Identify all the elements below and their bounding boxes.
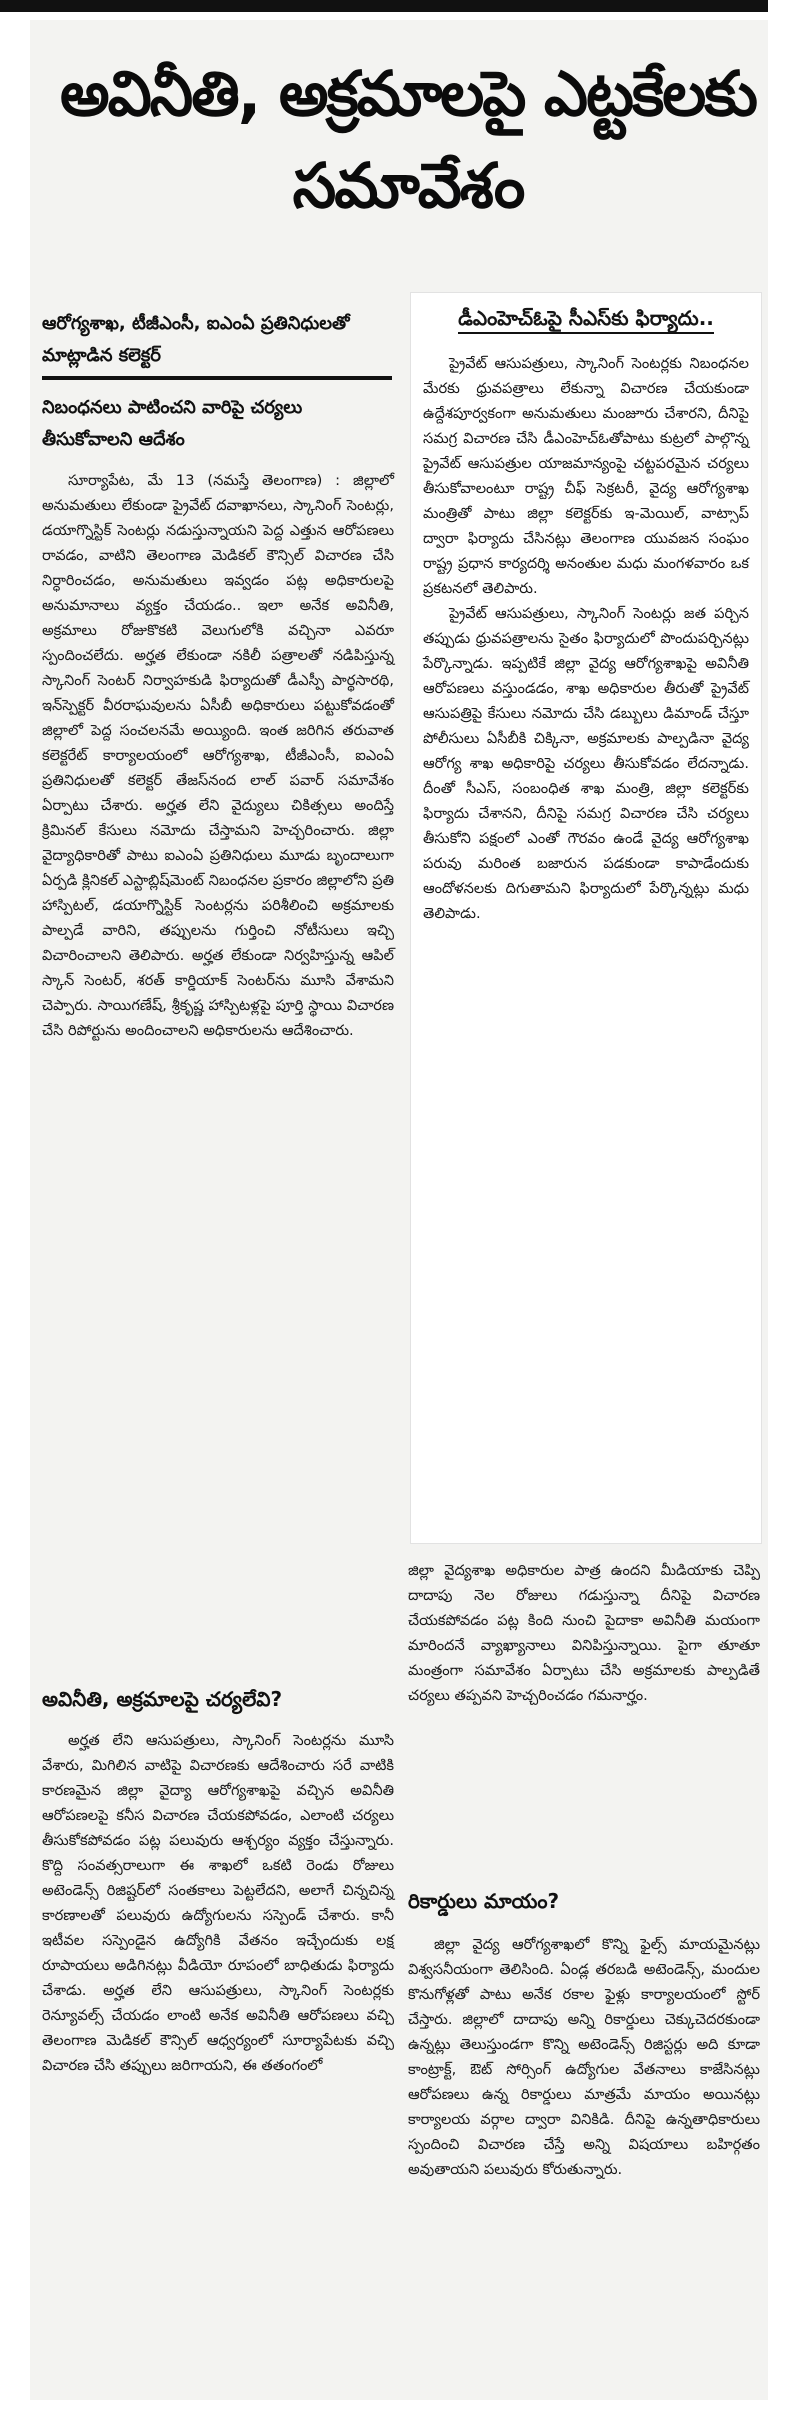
order-subhead: నిబంధనలు పాటించని వారిపై చర్యలు తీసుకోవాలని ఆదేశం (42, 397, 303, 450)
left-column-second (42, 1728, 394, 2078)
body-paragraph: జిల్లా వైద్యశాఖ అధికారుల పాత్ర ఉందని మీడియాకు చెప్పి దాదాపు నెల రోజులు గడుస్తున్నా దీనిపై విచారణ చేయకపోవడం పట్ల కింది నుంచి పైదాకా అవినీతి మయంగా మారిందనే వ్యాఖ్యానాలు వినిపిస్తున్నాయి. పైగా తూతూ మంత్రంగా సమావేశం ఏర్పాటు చేసి అక్రమాలకు పాల్పడితే చర్యలు తప్పవని హెచ్చరించడం గమనార్హం. (408, 1562, 760, 1704)
box-paragraph: ప్రైవేట్ ఆసుపత్రులు, స్కానింగ్ సెంటర్లకు నిబంధనల మేరకు ధ్రువపత్రాలు లేకున్నా విచారణ చేయకుండా ఉద్దేశపూర్వకంగా అనుమతులు మంజూరు చేశారని, దీనిపై సమగ్ర విచారణ చేసి డీఎంహెచ్ఓతోపాటు కుట్రలో పాల్గొన్న ప్రైవేట్ ఆసుపత్రుల యాజమాన్యంపై చట్టపరమైన చర్యలు తీసుకోవాలంటూ రాష్ట్ర చీఫ్ సెక్రటరీ, వైద్య ఆరోగ్యశాఖ మంత్రితో పాటు జిల్లా కలెక్టర్‌కు ఇ-మెయిల్, వాట్సాప్ ద్వారా ఫిర్యాదు చేసినట్లు తెలంగాణ యువజన సంఘం రాష్ట్ర ప్రధాన కార్యదర్శి అనంతుల మధు మంగళవారం ఒక ప్రకటనలో తెలిపారు. (423, 355, 749, 597)
complaint-box (410, 292, 762, 1544)
box-paragraph: ప్రైవేట్ ఆసుపత్రులు, స్కానింగ్ సెంటర్లు జత పర్చిన తప్పుడు ధ్రువపత్రాలను సైతం ఫిర్యాదులో పొందుపర్చినట్లు పేర్కొన్నాడు. ఇప్పటికే జిల్లా వైద్య ఆరోగ్యశాఖపై అవినీతి ఆరోపణలు వస్తుండడం, శాఖ అధికారుల తీరుతో ప్రైవేట్ ఆసుపత్రిపై కేసులు నమోదు చేసి డబ్బులు డిమాండ్ చేస్తూ పోలీసులు ఏసీబీకి చిక్కినా, అక్రమాలకు పాల్పడినా వైద్య ఆరోగ్య శాఖ అధికారిపై చర్యలు తీసుకోవడం లేదన్నాడు. దీంతో సీఎస్, సంబంధిత శాఖ మంత్రి, జిల్లా కలెక్టర్‌కు ఫిర్యాదు చేశానని, దీనిపై సమగ్ర విచారణ చేసి చర్యలు తీసుకోని పక్షంలో ఎంతో గౌరవం ఉండే వైద్య ఆరోగ్యశాఖ పరువు మరింత బజారున పడకుండా కాపాడేందుకు ఆందోళనలకు దిగుతామని ఫిర్యాదులో పేర్కొన్నట్లు మధు తెలిపాడు. (423, 605, 749, 922)
box-heading (411, 303, 761, 333)
section-heading-corruption: అవినీతి, అక్రమాలపై చర్యలేవి? (42, 1687, 283, 1711)
body-paragraph: సూర్యాపేట, మే 13 (నమస్తే తెలంగాణ) : జిల్లాలో అనుమతులు లేకుండా ప్రైవేట్ దవాఖానలు, స్కానింగ్ సెంటర్లు, డయాగ్నొస్టిక్ సెంటర్లు నడుస్తున్నాయని పెద్ద ఎత్తున ఆరోపణలు రావడం, వాటిని తెలంగాణ మెడికల్ కౌన్సిల్ విచారణ చేసి నిర్ధారించడం, అనుమతులు ఇవ్వడం పట్ల అధికారులపై అనుమానాలు వ్యక్తం చేయడం.. ఇలా అనేక అవినీతి, అక్రమాలు రోజుకొకటి వెలుగులోకి వచ్చినా ఎవరూ స్పందించలేదు. అర్హత లేకుండా నకిలీ పత్రాలతో నడిపిస్తున్న స్కానింగ్ సెంటర్ నిర్వాహకుడి ఫిర్యాదుతో డీఎస్పీ పార్థసారథి, ఇన్‌స్పెక్టర్ వీరరాఘవులను ఏసీబీ అధికారులు పట్టుకోవడంతో జిల్లాలో పెద్ద సంచలనమే అయ్యింది. ఇంత జరిగిన తరువాత కలెక్టరేట్ కార్యాలయంలో ఆరోగ్యశాఖ, టీజీఎంసీ, ఐఎంఏ ప్రతినిధులతో కలెక్టర్ తేజస్‌నంద లాల్ పవార్ సమావేశం ఏర్పాటు చేశారు. అర్హత లేని వైద్యులు చికిత్సలు అందిస్తే క్రిమినల్ కేసులు నమోదు చేస్తామని హెచ్చరించారు. జిల్లా వైద్యాధికారితో పాటు ఐఎంఏ ప్రతినిధులు మూడు బృందాలుగా ఏర్పడి క్లినికల్ ఎస్టాబ్లిష్‌మెంట్ నిబంధనల ప్రకారం జిల్లాలోని ప్రతి హాస్పిటల్, డయాగ్నొస్టిక్ సెంటర్లను పరిశీలించి అక్రమాలకు పాల్పడే వారిని, తప్పులను గుర్తించి నోటీసులు ఇచ్చి విచారించాలని తెలిపారు. అర్హత లేకుండా నిర్వహిస్తున్న ఆపిల్ స్కాన్ సెంటర్, శరత్ కార్డియాక్ సెంటర్‌ను మూసి వేశామని చెప్పారు. సాయిగణేష్, శ్రీకృష్ణ హాస్పిటళ్లపై పూర్తి స్థాయి విచారణ చేసి రిపోర్టును అందించాలని అధికారులను ఆదేశించారు. (42, 472, 394, 1039)
section-heading-records: రికార్డులు మాయం? (408, 1889, 560, 1913)
newspaper-clipping (30, 20, 768, 2400)
body-paragraph: అర్హత లేని ఆసుపత్రులు, స్కానింగ్ సెంటర్లను మూసి వేశారు, మిగిలిన వాటిపై విచారణకు ఆదేశించారు సరే వాటికి కారణమైన జిల్లా వైద్యా ఆరోగ్యశాఖపై వచ్చిన అవినీతి ఆరోపణలపై కనీస విచారణ చేయకపోవడం, ఎలాంటి చర్యలు తీసుకోకపోవడం పట్ల పలువురు ఆశ్చర్యం వ్యక్తం చేస్తున్నారు. కొద్ది సంవత్సరాలుగా ఈ శాఖలో ఒకటి రెండు రోజులు అటెండెన్స్ రిజిష్టర్‌లో సంతకాలు పెట్టలేదని, అలాగే చిన్నచిన్న కారణాలతో పలువురు ఉద్యోగులను సస్పెండ్ చేశారు. కానీ ఇటీవల సస్పెండైన ఉద్యోగికి వేతనం ఇచ్చేందుకు లక్ష రూపాయలు అడిగినట్లు వీడియో రూపంలో బాధితుడు ఫిర్యాదు చేశాడు. అర్హత లేని ఆసుపత్రులు, స్కానింగ్ సెంటర్లకు రెన్యూవల్స్ చేయడం లాంటి అనేక అవినీతి ఆరోపణలు వచ్చి తెలంగాణ మెడికల్ కౌన్సిల్ ఆధ్వర్యంలో సూర్యాపేటకు వచ్చి విచారణ చేసి తప్పులు జరిగాయని, ఈ తతంగంలో (42, 1732, 394, 2074)
headline: అవినీతి, అక్రమాలపై ఎట్టకేలకు సమావేశం (60, 57, 756, 222)
box-body (423, 351, 749, 926)
right-column-continuation (408, 1558, 760, 1708)
deck: ఆరోగ్యశాఖ, టీజీఎంసీ, ఐఎంఏ ప్రతినిధులతో మాట్లాడిన కలెక్టర్ (42, 308, 392, 380)
body-paragraph: జిల్లా వైద్య ఆరోగ్యశాఖలో కొన్ని ఫైల్స్ మాయమైనట్లు విశ్వసనీయంగా తెలిసింది. ఏండ్ల తరబడి అటెండెన్స్, మందుల కొనుగోళ్లతో పాటు అనేక రకాల ఫైళ్లు కార్యాలయంలో స్టోర్ చేస్తారు. జిల్లాలో దాదాపు అన్ని రికార్డులు చెక్కుచెదరకుండా ఉన్నట్లు తెలుస్తుండగా కొన్ని అటెండెన్స్ రిజిస్టర్లు అది కూడా కాంట్రాక్ట్, ఔట్ సోర్సింగ్ ఉద్యోగుల వేతనాలు కాజేసినట్లు ఆరోపణలు ఉన్న రికార్డులు మాత్రమే మాయం అయినట్లు కార్యాలయ వర్గాల ద్వారా వినికిడి. దీనిపై ఉన్నతాధికారులు స్పందించి విచారణ చేస్తే అన్ని విషయాలు బహిర్గతం అవుతాయని పలువురు కోరుతున్నారు. (408, 1936, 760, 2178)
top-rule (0, 0, 768, 12)
left-column-main (42, 468, 394, 1043)
right-column-records (408, 1932, 760, 2182)
box-heading-text: డీఎంహెచ్ఓపై సీఎస్‌కు ఫిర్యాదు.. (458, 306, 714, 334)
